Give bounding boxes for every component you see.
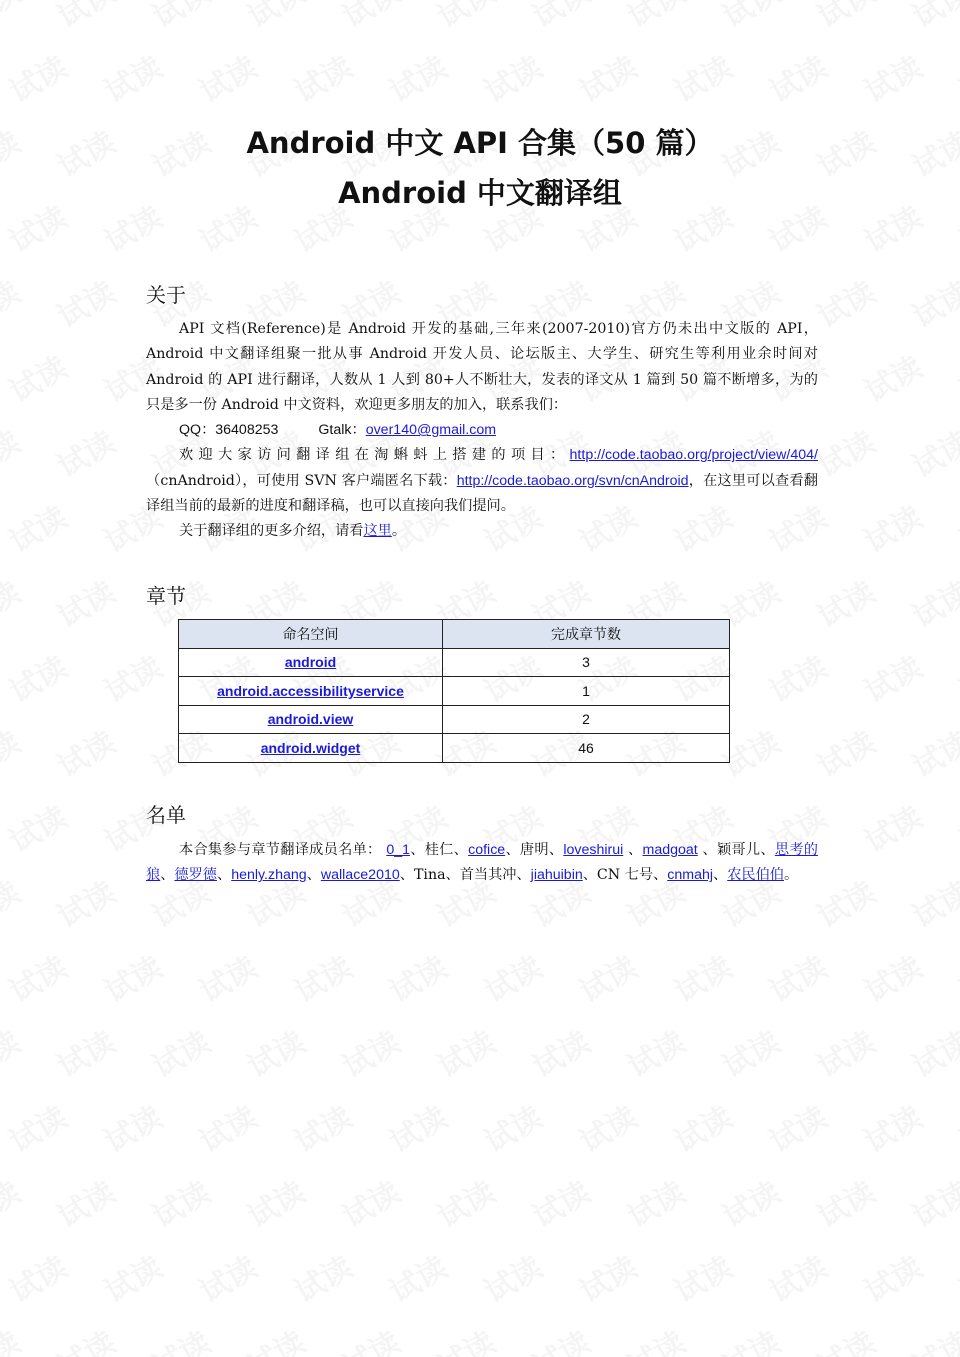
watermark-text xyxy=(380,1243,454,1311)
watermark-text xyxy=(475,43,549,111)
namespace-cell xyxy=(179,648,443,677)
watermark-text xyxy=(238,1018,312,1086)
watermark-text xyxy=(238,0,312,36)
watermark-text xyxy=(190,43,264,111)
watermark-text xyxy=(143,1168,217,1236)
watermark-text xyxy=(808,868,882,936)
watermark-text xyxy=(760,943,834,1011)
watermark-text xyxy=(143,0,217,36)
namespace-link[interactable]: android.widget xyxy=(260,739,361,756)
namespace-cell xyxy=(179,677,443,706)
roster-text: 、颖哥儿、 xyxy=(697,842,775,858)
watermark-text xyxy=(665,1243,739,1311)
watermark-text xyxy=(950,943,960,1011)
watermark-text xyxy=(950,793,960,861)
count-cell: 2 xyxy=(443,705,730,734)
watermark-text xyxy=(713,1168,787,1236)
roster-text: 、桂仁、 xyxy=(409,842,469,858)
watermark-text xyxy=(95,1243,169,1311)
watermark-text xyxy=(950,643,960,711)
roster-text: 、Tina、首当其冲、 xyxy=(399,867,531,884)
watermark-text xyxy=(0,43,74,111)
roster-section xyxy=(146,838,818,889)
progress-text: ，在这里可以查看翻译组当前的最新的进度和翻译稿，也可以直接向我们提问。 xyxy=(146,472,818,515)
watermark-text xyxy=(713,0,787,36)
watermark-text xyxy=(855,43,929,111)
watermark-text xyxy=(0,1093,74,1161)
watermark-text xyxy=(855,643,929,711)
count-cell: 1 xyxy=(443,677,730,706)
watermark-text xyxy=(0,793,74,861)
watermark-text xyxy=(285,943,359,1011)
watermark-text xyxy=(0,943,74,1011)
more-info-text: 关于翻译组的更多介绍，请看 xyxy=(179,523,364,540)
roster-text: 、 xyxy=(160,867,175,884)
watermark-text xyxy=(475,1243,549,1311)
project-url-link[interactable]: http://code.taobao.org/project/view/404/ xyxy=(569,447,818,464)
watermark-text xyxy=(665,43,739,111)
watermark-text xyxy=(0,418,27,486)
namespace-cell xyxy=(179,734,443,763)
namespace-link[interactable]: android.accessibilityservice xyxy=(217,682,404,699)
more-info-paragraph xyxy=(146,519,818,544)
watermark-text xyxy=(903,1018,960,1086)
watermark-text xyxy=(903,868,960,936)
watermark-text xyxy=(523,0,597,36)
watermark-text xyxy=(48,718,122,786)
table-row xyxy=(179,734,730,763)
table-row xyxy=(179,705,730,734)
watermark-text xyxy=(48,1318,122,1357)
roster-text: 、 xyxy=(713,867,728,884)
watermark-text xyxy=(903,418,960,486)
watermark-text xyxy=(950,1093,960,1161)
roster-heading: 名单 xyxy=(146,803,186,827)
svn-text: （cnAndroid），可使用 SVN 客户端匿名下载： xyxy=(146,472,457,489)
watermark-text xyxy=(808,1168,882,1236)
watermark-text xyxy=(380,943,454,1011)
watermark-text xyxy=(903,1318,960,1357)
watermark-text xyxy=(808,0,882,36)
watermark-text xyxy=(618,1318,692,1357)
watermark-text xyxy=(0,568,27,636)
watermark-text xyxy=(808,568,882,636)
watermark-text xyxy=(285,1243,359,1311)
watermark-text xyxy=(333,1168,407,1236)
watermark-text xyxy=(143,1318,217,1357)
member-link[interactable]: henly.zhang xyxy=(231,867,307,884)
period: 。 xyxy=(391,523,407,540)
watermark-text xyxy=(950,343,960,411)
member-link[interactable]: jiahuibin xyxy=(530,867,583,884)
watermark-text xyxy=(48,268,122,336)
member-link[interactable]: cofice xyxy=(468,842,506,858)
watermark-text xyxy=(0,1018,27,1086)
watermark-text xyxy=(808,268,882,336)
watermark-text xyxy=(0,268,27,336)
qq-label: QQ：36408253 xyxy=(179,422,279,439)
namespace-link[interactable]: android xyxy=(284,654,337,671)
watermark-text xyxy=(48,418,122,486)
watermark-text xyxy=(380,1093,454,1161)
watermark-text xyxy=(855,793,929,861)
watermark-text xyxy=(855,943,929,1011)
table-row xyxy=(179,648,730,677)
project-paragraph xyxy=(146,443,818,519)
member-link[interactable]: loveshirui xyxy=(563,842,624,858)
watermark-text xyxy=(0,868,27,936)
watermark-text xyxy=(713,1018,787,1086)
namespace-table xyxy=(178,619,730,763)
watermark-text xyxy=(618,1168,692,1236)
table-header-row xyxy=(179,620,730,649)
watermark-text xyxy=(48,1168,122,1236)
watermark-text xyxy=(285,43,359,111)
watermark-text xyxy=(143,1018,217,1086)
watermark-text xyxy=(333,1318,407,1357)
watermark-text xyxy=(808,418,882,486)
member-link[interactable]: 思考的狼 xyxy=(146,842,818,884)
roster-text: 、CN 七号、 xyxy=(582,867,668,884)
member-link[interactable]: wallace2010 xyxy=(320,867,400,884)
watermark-text xyxy=(570,1243,644,1311)
roster-paragraph xyxy=(146,838,818,889)
member-link[interactable]: 0_1 xyxy=(386,842,410,858)
watermark-text xyxy=(333,1018,407,1086)
watermark-text xyxy=(475,1093,549,1161)
about-paragraph: API 文档(Reference)是 Android 开发的基础,三年来(2007-2010)官方仍未出中文版的 API，Android 中文翻译组聚一批从事 Android 开发人员、论坛版主、大学生、研究生等利用业余时间对 Android 的 API 进行翻译，人数从 1 人到 80+人不断壮大，发表的译文从 1 篇到 50 篇不断增多，为的只是多一份 Android 中文资料，欢迎更多朋友的加入，联系我们： xyxy=(146,321,818,413)
watermark-text xyxy=(808,1318,882,1357)
member-link[interactable]: 农民伯伯 xyxy=(727,867,784,884)
member-link[interactable]: cnmahj xyxy=(667,867,714,884)
watermark-text xyxy=(570,943,644,1011)
roster-intro: 本合集参与章节翻译成员名单： xyxy=(179,842,382,858)
watermark-text xyxy=(808,1018,882,1086)
member-link[interactable]: madgoat xyxy=(642,842,698,858)
watermark-text xyxy=(950,1243,960,1311)
watermark-text xyxy=(523,1018,597,1086)
watermark-text xyxy=(285,1093,359,1161)
table-row xyxy=(179,677,730,706)
watermark-text xyxy=(0,718,27,786)
watermark-text xyxy=(808,718,882,786)
about-heading: 关于 xyxy=(146,283,186,307)
watermark-text xyxy=(760,43,834,111)
watermark-text xyxy=(665,1093,739,1161)
watermark-text xyxy=(48,1018,122,1086)
watermark-text xyxy=(333,0,407,36)
watermark-text xyxy=(238,1318,312,1357)
count-cell: 46 xyxy=(443,734,730,763)
watermark-text xyxy=(0,1243,74,1311)
gtalk-label: Gtalk： xyxy=(318,422,366,439)
watermark-text xyxy=(380,43,454,111)
namespace-cell xyxy=(179,705,443,734)
watermark-text xyxy=(428,1018,502,1086)
watermark-text xyxy=(190,943,264,1011)
watermark-text xyxy=(48,0,122,36)
watermark-text xyxy=(428,1318,502,1357)
watermark-text xyxy=(950,43,960,111)
watermark-text xyxy=(48,868,122,936)
watermark-text xyxy=(238,1168,312,1236)
watermark-text xyxy=(0,1168,27,1236)
column-header-namespace: 命名空间 xyxy=(179,620,443,649)
column-header-count: 完成章节数 xyxy=(443,620,730,649)
watermark-text xyxy=(665,943,739,1011)
watermark-text xyxy=(903,0,960,36)
watermark-text xyxy=(523,1318,597,1357)
svn-url-link[interactable]: http://code.taobao.org/svn/cnAndroid xyxy=(456,472,689,489)
watermark-text xyxy=(760,1243,834,1311)
project-text: 欢迎大家访问翻译组在淘蝌蚪上搭建的项目： xyxy=(179,447,570,464)
watermark-text xyxy=(855,1243,929,1311)
watermark-text xyxy=(713,1318,787,1357)
watermark-text xyxy=(95,943,169,1011)
roster-text: 。 xyxy=(783,867,799,884)
watermark-text xyxy=(95,1093,169,1161)
watermark-text xyxy=(760,1093,834,1161)
roster-text: 、 xyxy=(623,842,643,858)
watermark-text xyxy=(950,493,960,561)
watermark-text xyxy=(95,43,169,111)
watermark-text xyxy=(523,1168,597,1236)
count-cell: 3 xyxy=(443,648,730,677)
watermark-text xyxy=(0,493,74,561)
watermark-text xyxy=(428,1168,502,1236)
gtalk-email-link[interactable]: over140@gmail.com xyxy=(365,422,497,439)
watermark-text xyxy=(190,1243,264,1311)
watermark-text xyxy=(0,343,74,411)
watermark-text xyxy=(0,0,27,36)
watermark-text xyxy=(855,493,929,561)
watermark-text xyxy=(190,1093,264,1161)
watermark-text xyxy=(428,0,502,36)
watermark-text xyxy=(570,1093,644,1161)
watermark-text xyxy=(903,1168,960,1236)
watermark-text xyxy=(0,1318,27,1357)
watermark-text xyxy=(903,268,960,336)
watermark-text xyxy=(855,343,929,411)
here-link[interactable]: 这里 xyxy=(363,523,392,540)
watermark-text xyxy=(855,1093,929,1161)
watermark-text xyxy=(95,643,169,711)
about-section xyxy=(146,317,818,545)
watermark-text xyxy=(618,1018,692,1086)
doc-subtitle: Android 中文翻译组 xyxy=(338,176,622,210)
watermark-text xyxy=(0,643,74,711)
watermark-text xyxy=(475,943,549,1011)
roster-text: 、 xyxy=(216,867,232,884)
contact-line xyxy=(146,418,818,443)
watermark-text xyxy=(618,0,692,36)
namespace-link[interactable]: android.view xyxy=(267,711,354,728)
chapters-heading: 章节 xyxy=(146,584,186,608)
doc-title: Android 中文 API 合集（50 篇） xyxy=(246,126,714,160)
watermark-text xyxy=(903,718,960,786)
watermark-text xyxy=(48,568,122,636)
roster-text: 、唐明、 xyxy=(505,842,564,858)
watermark-text xyxy=(760,643,834,711)
member-link[interactable]: 德罗德 xyxy=(174,867,217,884)
watermark-text xyxy=(570,43,644,111)
roster-text: 、 xyxy=(306,867,321,884)
watermark-text xyxy=(903,568,960,636)
